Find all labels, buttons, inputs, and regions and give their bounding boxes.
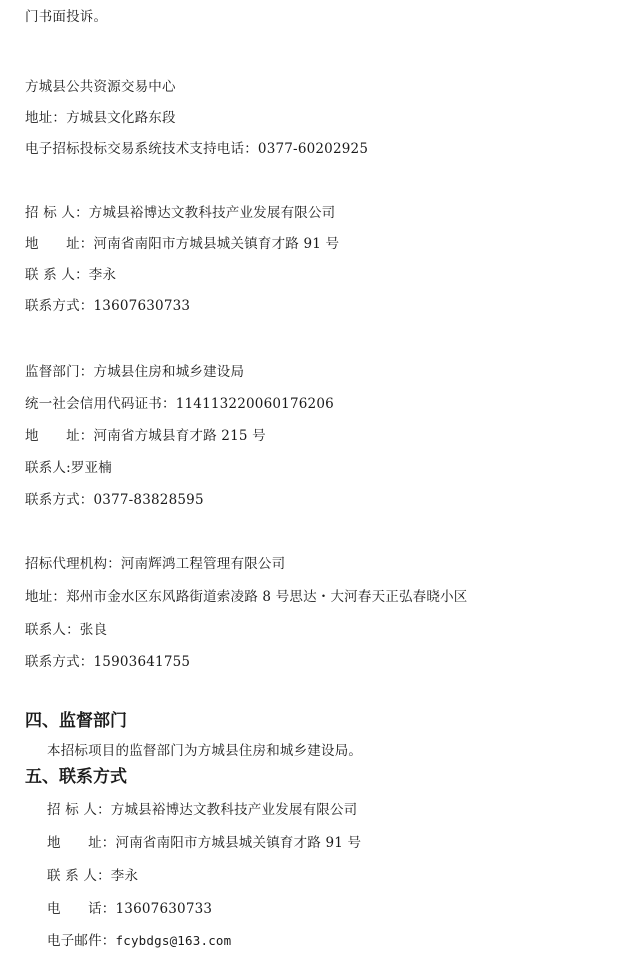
section5-heading: 五、联系方式: [25, 767, 127, 787]
section5-email: fcybdgs@163.com: [115, 933, 232, 948]
supervisor-dept: 监督部门：方城县住房和城乡建设局: [25, 364, 245, 380]
agency-name: 招标代理机构：河南辉鸿工程管理有限公司: [25, 556, 286, 572]
supervisor-address: 地 址：河南省方城县育才路 215 号: [25, 428, 266, 444]
section4-heading: 四、监督部门: [25, 711, 127, 731]
center-name: 方城县公共资源交易中心: [25, 79, 176, 95]
supervisor-phone: 联系方式：0377-83828595: [25, 492, 204, 508]
section5-email-label: 电子邮件：: [47, 933, 116, 949]
section5-tenderer: 招 标 人：方城县裕博达文教科技产业发展有限公司: [47, 802, 358, 818]
top-line: 门书面投诉。: [25, 9, 108, 25]
agency-address: 地址：郑州市金水区东风路街道索凌路 8 号思达・大河春天正弘春晓小区: [25, 589, 468, 605]
supervisor-contact: 联系人:罗亚楠: [25, 460, 112, 476]
section5-address: 地 址：河南省南阳市方城县城关镇育才路 91 号: [47, 835, 362, 851]
center-address: 地址：方城县文化路东段: [25, 110, 176, 126]
tenderer-address: 地 址：河南省南阳市方城县城关镇育才路 91 号: [25, 236, 340, 252]
tenderer-name: 招 标 人：方城县裕博达文教科技产业发展有限公司: [25, 205, 336, 221]
section4-body: 本招标项目的监督部门为方城县住房和城乡建设局。: [47, 743, 363, 759]
section5-contact: 联 系 人：李永: [47, 868, 139, 884]
section5-email-row: [47, 932, 231, 950]
center-support-phone: 电子招标投标交易系统技术支持电话：0377-60202925: [25, 141, 369, 157]
section5-phone: 电 话：13607630733: [47, 901, 213, 917]
agency-phone: 联系方式：15903641755: [25, 654, 191, 670]
supervisor-credit-code: 统一社会信用代码证书：114113220060176206: [25, 396, 334, 412]
tenderer-contact: 联 系 人：李永: [25, 267, 117, 283]
agency-contact: 联系人：张良: [25, 622, 108, 638]
tenderer-phone: 联系方式：13607630733: [25, 298, 191, 314]
